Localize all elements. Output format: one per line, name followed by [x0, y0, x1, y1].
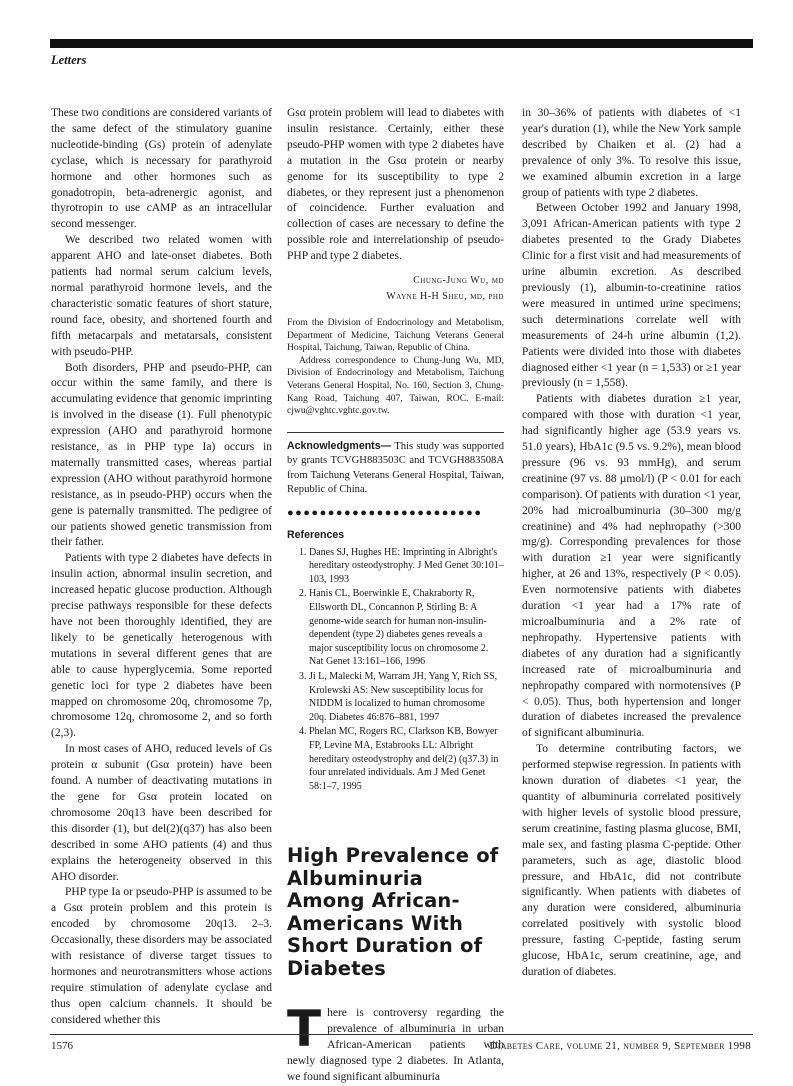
author-name: Wayne H-H Sheu, md, phd [386, 291, 504, 303]
page-number: 1576 [51, 1040, 73, 1052]
correspondence-address: Address correspondence to Chung-Jung Wu, MD, Division of Endocrinology and Metabolism, Taichung Veterans General Hospital, No. 160, Section 3, Chung-Kang Road, Taichung 407, Taiwan, ROC. E-mail: cjwu@vghtc.vghtc.gov.tw. [287, 354, 504, 417]
header-bar [50, 39, 753, 48]
column-3 [522, 106, 741, 981]
body-paragraph: Patients with diabetes duration ≥1 year, compared with those with duration <1 year, had significantly higher age (53.9 years vs. 51.0 years), HbA1c (9.5 vs. 9.2%), mean blood pressure (96 vs. 93 mmHg), and serum creatinine (97 vs. 88 µmol/l) (P < 0.01 for each comparison). Of patients with duration <1 year, 20% had microalbuminuria (30–300 mg/g creatinine) and 4% had nephropathy (>300 mg/g). Corresponding prevalences for those with duration ≥1 year were significantly higher, at 26 and 13%, respectively (P < 0.05). Even normotensive patients with diabetes duration <1 year had a 17% rate of microalbuminuria and a 2% rate of nephropathy. Hypertensive patients with diabetes of any duration had a significantly increased rate of microalbuminuria and nephropathy compared with normotensives (P < 0.05). Thus, both hypertension and longer duration of diabetes increased the prevalence of significant albuminuria. [522, 393, 741, 740]
acknowledgments-label: Acknowledgments— [287, 439, 392, 452]
column-2 [287, 106, 504, 1086]
body-paragraph: Both disorders, PHP and pseudo-PHP, can occur within the same family, and there is accumulating evidence that genomic imprinting is involved in the disease (1). Full phenotypic expression (AHO and parathyroid hormone resistance, as in PHP type Ia) occurs in maternally transmitted cases, whereas partial expression (AHO without parathyroid hormone resistance, as in pseudo-PHP) occurs when the gene is paternally transmitted. The pedigree of our patients showed genetic transmission from their father. [51, 361, 272, 549]
body-paragraph: Gsα protein problem will lead to diabetes with insulin resistance. Certainly, either these pseudo-PHP women with type 2 diabetes have a mutation in the Gsα protein or nearby genome for its susceptibility to type 2 diabetes, or they represent just a phenomenon of coincidence. Further evaluation and collection of cases are necessary to define the possible role and interrelationship of pseudo-PHP and type 2 diabetes. [287, 107, 504, 263]
author-signature [287, 273, 504, 305]
drop-cap: T [287, 1000, 322, 1059]
affiliation-block [287, 317, 504, 418]
reference-item: 4. Phelan MC, Rogers RC, Clarkson KB, Bowyer FP, Levine MA, Estabrooks LL: Albright hereditary osteodystrophy and del(2) (q37.3) in four unrelated individuals. Am J Med Genet 58:1–7, 1995 [309, 725, 504, 793]
reference-item: 2. Hanis CL, Boerwinkle E, Chakraborty R, Ellsworth DL, Concannon P, Stirling B: A genome-wide search for human non-insulin-dependent (type 2) diabetes genes reveals a major susceptibility locus on chromosome 2. Nat Genet 13:161–166, 1996 [309, 587, 504, 669]
body-paragraph: We described two related women with apparent AHO and late-onset diabetes. Both patients had normal serum calcium levels, normal parathyroid hormone levels, and the characteristic somatic features of short stature, round face, obesity, and shortened fourth and fifth metacarpals and metatarsals, consistent with pseudo-PHP. [51, 234, 272, 358]
reference-item: 1. Danes SJ, Hughes HE: Imprinting in Albright's hereditary osteodystrophy. J Med Genet 30:101–103, 1993 [309, 546, 504, 587]
body-paragraph: Between October 1992 and January 1998, 3,091 African-American patients with type 2 diabetes presented to the Grady Diabetes Clinic for a first visit and had measurements of urine albumin excretion. As described previously (1), albumin-to-creatinine ratios were measured in untimed urine specimens; such determinations correlate well with measurements of 24-h urine albumin (1,2). Patients were divided into those with diabetes diagnosed either <1 year (n = 1,533) or ≥1 year previously (n = 1,558). [522, 202, 741, 390]
reference-item: 3. Ji L, Malecki M, Warram JH, Yang Y, Rich SS, Krolewski AS: New susceptibility locus for NIDDM is localized to human chromosome 20q. Diabetes 46:876–881, 1997 [309, 670, 504, 724]
body-paragraph: Patients with type 2 diabetes have defects in insulin action, abnormal insulin secretion, and increased hepatic glucose production. Although precise pathways responsible for these defects have not been thoroughly identified, they are likely to be genetically heterogenous with mutations in several different genes that are able to cause hyperglycemia. Some reported genetic loci for type 2 diabetes have been mapped on chromosome 20q, chromosome 7p, chromosome 12q, chromosome 2, and so forth (2,3). [51, 552, 272, 740]
journal-citation: Diabetes Care, volume 21, number 9, September 1998 [489, 1040, 751, 1052]
affiliation: From the Division of Endocrinology and Metabolism, Department of Medicine, Taichung Veterans General Hospital, Taichung, Taiwan, Republic of China. [287, 317, 504, 354]
column-1 [51, 106, 272, 1029]
intro-paragraph [287, 1000, 504, 1086]
references-heading: References [287, 528, 345, 541]
divider [287, 432, 504, 433]
body-paragraph: In most cases of AHO, reduced levels of Gs protein α subunit (Gsα protein) have been found. A number of deactivating mutations in the gene for Gsα protein located on chromosome 20q13 have been described for this disorder (1), but del(2)(q37) has also been described in some AHO patients (4) and thus explains the heterogeneity observed in this AHO disorder. [51, 743, 272, 883]
author-name: Chung-Jung Wu, md [413, 275, 504, 287]
body-paragraph: To determine contributing factors, we performed stepwise regression. In patients with known duration of diabetes <1 year, the quantity of albuminuria correlated positively with higher levels of systolic blood pressure, serum creatinine, fasting plasma glucose, BMI, male sex, and fasting plasma C-peptide. Other parameters, such as age, diastolic blood pressure, and HbA1c, did not contribute significantly. When patients with diabetes of any duration were considered, albuminuria correlated positively with systolic blood pressure, fasting C-peptide, fasting serum glucose, HbA1c, serum creatinine, age, and duration of diabetes. [522, 743, 741, 978]
dot-divider: ●●●●●●●●●●●●●●●●●●●●●●●● [287, 506, 483, 519]
intro-text: here is controversy regarding the prevalence of albuminuria in urban African-American patients with newly diagnosed type 2 diabetes. In Atlanta, we found significant albuminuria [287, 1007, 504, 1083]
acknowledgments-text: This study was supported by grants TCVGH883503C and TCVGH883508A from Taichung Veterans General Hospital, Taiwan, Republic of China. [287, 440, 504, 496]
acknowledgments [287, 439, 504, 498]
body-paragraph: in 30–36% of patients with diabetes of <1 year's duration (1), while the New York sample described by Chaiken et al. (2) had a prevalence of only 3%. To resolve this issue, we examined albumin excretion in a large group of patients with type 2 diabetes. [522, 107, 741, 199]
reference-list [287, 546, 504, 794]
footer-rule [50, 1034, 753, 1035]
section-label: Letters [51, 53, 87, 67]
article-headline: High Prevalence of Albuminuria Among African-Americans With Short Duration of Diabetes [287, 844, 499, 980]
body-paragraph: These two conditions are considered variants of the same defect of the stimulatory guanine nucleotide-binding (Gs) protein of adenylate cyclase, which is necessary for parathyroid hormone and other hormones such as gonadotropin, beta-adrenergic agonist, and thyrotropin to use cAMP as an intracellular second messenger. [51, 107, 272, 231]
body-paragraph: PHP type Ia or pseudo-PHP is assumed to be a Gsα protein problem and this protein is encoded by chromosome 20q13. 2–3. Occasionally, these disorders may be associated with resistance of diverse target tissues to hormones and neurotransmitters whose actions require stimulation of adenylate cyclase and thus open calcium channels. It should be considered whether this [51, 886, 272, 1026]
